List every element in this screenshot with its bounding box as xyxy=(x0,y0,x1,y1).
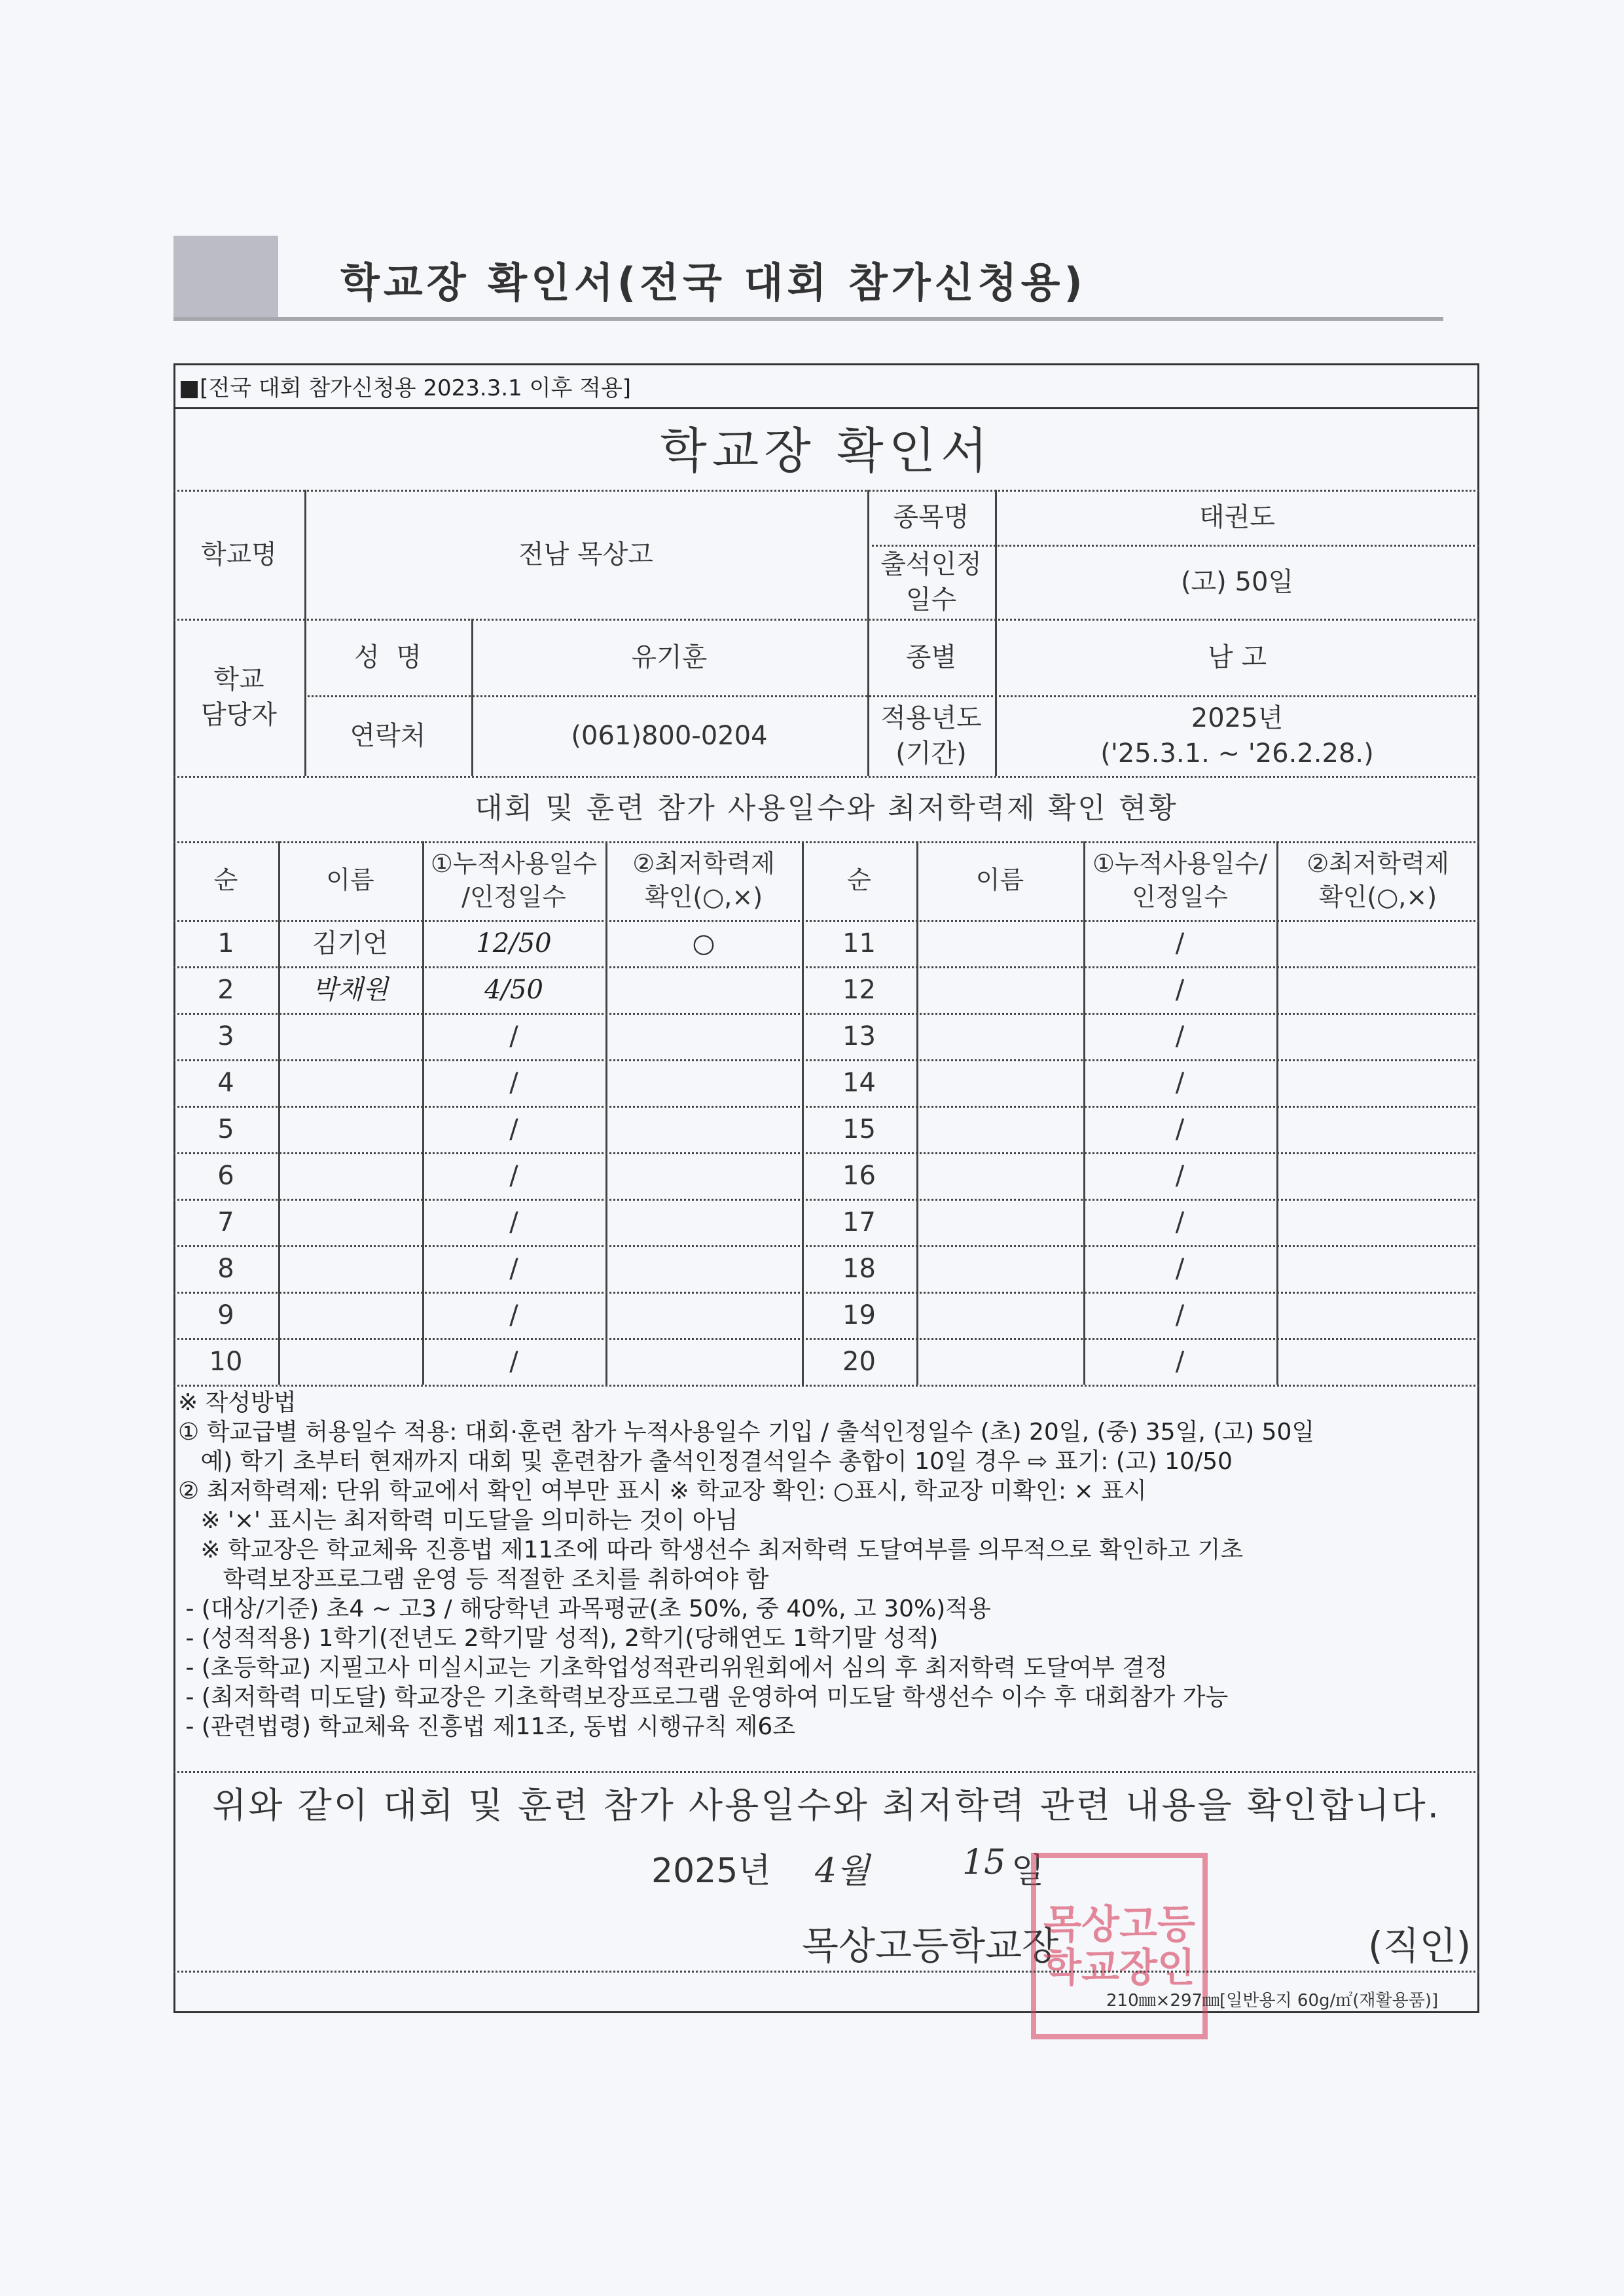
date-day-suffix: 일 xyxy=(1011,1851,1045,1891)
row-number: 10 xyxy=(209,1346,243,1377)
header-underline xyxy=(173,317,1443,321)
row-number: 5 xyxy=(217,1114,234,1144)
row-number: 19 xyxy=(842,1300,876,1330)
row-number: 8 xyxy=(217,1253,234,1284)
date-month: 4월 xyxy=(815,1851,870,1891)
academic-check xyxy=(605,966,802,1013)
contact-label: 연락처 xyxy=(350,720,426,751)
used-days: / xyxy=(509,1021,518,1051)
academic-check xyxy=(605,1199,802,1245)
year-value-cell xyxy=(995,695,1479,776)
header-days-right: ①누적사용일수/ 인정일수 xyxy=(1092,848,1268,911)
used-days: / xyxy=(1175,974,1185,1005)
form-title: 학교장 확인서 xyxy=(660,423,993,479)
header-title: 학교장 확인서(전국 대회 참가신청용) xyxy=(340,259,1087,306)
school-name-label: 학교명 xyxy=(201,539,277,570)
header-days: ①누적사용일수 /인정일수 xyxy=(430,848,598,911)
staff-label: 학교 담당자 xyxy=(201,665,277,730)
staff-name-label: 성 명 xyxy=(354,642,422,672)
athlete-name xyxy=(278,1292,422,1338)
academic-check: ○ xyxy=(692,928,715,958)
attendance-value: (고) 50일 xyxy=(1180,566,1294,597)
used-days: / xyxy=(1175,928,1185,958)
row-number: 11 xyxy=(842,928,876,958)
category-label: 종별 xyxy=(905,642,957,672)
header-no-right: 순 xyxy=(847,866,871,895)
row-number: 20 xyxy=(842,1346,876,1377)
used-days: / xyxy=(509,1160,518,1191)
used-days: / xyxy=(1175,1021,1185,1051)
row-number: 16 xyxy=(842,1160,876,1191)
divider xyxy=(173,1771,1479,1773)
divider xyxy=(173,1385,1479,1387)
guide-line: ① 학교급별 허용일수 적용: 대회·훈련 참가 누적사용일수 기입 / 출석인정일수 (초) 20일, (중) 35일, (고) 50일 xyxy=(178,1419,1315,1446)
divider xyxy=(1276,841,1278,1385)
document-header xyxy=(173,236,1443,321)
athlete-name xyxy=(278,1013,422,1059)
guide-line: ※ 학교장은 학교체육 진흥법 제11조에 따라 학생선수 최저학력 도달여부를 의무적으로 확인하고 기초 xyxy=(178,1537,1244,1563)
athlete-name xyxy=(278,1338,422,1385)
used-days: / xyxy=(509,1067,518,1098)
guide-line: ※ '×' 표시는 최저학력 미도달을 의미하는 것이 아님 xyxy=(178,1507,738,1534)
academic-check xyxy=(605,1106,802,1152)
row-number: 1 xyxy=(217,928,234,958)
athlete-name xyxy=(278,1059,422,1106)
header-check: ②최저학력제 확인(○,×) xyxy=(632,848,775,911)
row-number: 17 xyxy=(842,1207,876,1237)
sport-label: 종목명 xyxy=(893,502,969,532)
status-title: 대회 및 훈련 참가 사용일수와 최저학력제 확인 현황 xyxy=(475,792,1178,826)
contact-value: (061)800-0204 xyxy=(571,720,768,751)
used-days: / xyxy=(1175,1253,1185,1284)
used-days: / xyxy=(1175,1114,1185,1144)
academic-check xyxy=(605,1059,802,1106)
header-check-right: ②최저학력제 확인(○,×) xyxy=(1307,848,1449,911)
header-name: 이름 xyxy=(326,866,374,895)
sport-value: 태권도 xyxy=(1199,502,1275,532)
used-days: 4/50 xyxy=(484,974,543,1005)
row-number: 7 xyxy=(217,1207,234,1237)
used-days: / xyxy=(1175,1207,1185,1237)
used-days: / xyxy=(1175,1067,1185,1098)
guide-line: - (초등학교) 지필고사 미실시교는 기초학업성적관리위원회에서 심의 후 최저학력 도달여부 결정 xyxy=(178,1654,1168,1681)
used-days: 12/50 xyxy=(476,928,552,958)
guide-line: ② 최저학력제: 단위 학교에서 확인 여부만 표시 ※ 학교장 확인: ○표시, 학교장 미확인: × 표시 xyxy=(178,1478,1147,1504)
guide-line: - (최저학력 미도달) 학교장은 기초학력보장프로그램 운영하여 미도달 학생선수 이수 후 대회참가 가능 xyxy=(178,1684,1229,1711)
used-days: / xyxy=(1175,1346,1185,1377)
date-day: 15 xyxy=(962,1843,1006,1882)
principal-name: 목상고등학교장 xyxy=(802,1923,1059,1968)
year-value: 2025년 xyxy=(1191,702,1284,733)
row-number: 2 xyxy=(217,974,234,1005)
athlete-name: 김기언 xyxy=(312,928,388,958)
guide-line: - (관련법령) 학교체육 진흥법 제11조, 동법 시행규칙 제6조 xyxy=(178,1713,796,1740)
guide-line: - (성적적용) 1학기(전년도 2학기말 성적), 2학기(당해연도 1학기말 성적) xyxy=(178,1625,939,1652)
used-days: / xyxy=(1175,1160,1185,1191)
row-number: 13 xyxy=(842,1021,876,1051)
divider xyxy=(173,1971,1479,1973)
academic-check xyxy=(605,1013,802,1059)
guide-line: 예) 학기 초부터 현재까지 대회 및 훈련참가 출석인정결석일수 총합이 10일 경우 ⇨ 표기: (고) 10/50 xyxy=(178,1448,1233,1475)
academic-check xyxy=(605,1292,802,1338)
used-days: / xyxy=(509,1346,518,1377)
divider xyxy=(916,841,918,1385)
row-number: 4 xyxy=(217,1067,234,1098)
attendance-label: 출석인정 일수 xyxy=(880,549,982,615)
header-no: 순 xyxy=(213,866,238,895)
row-number: 3 xyxy=(217,1021,234,1051)
school-name-value: 전남 목상고 xyxy=(518,539,653,570)
athlete-name xyxy=(278,1152,422,1199)
guide-line: 학력보장프로그램 운영 등 적절한 조치를 취하여야 함 xyxy=(178,1566,769,1593)
guide-line: - (대상/기준) 초4 ~ 고3 / 해당학년 과목평균(초 50%, 중 40%, 고 30%)적용 xyxy=(178,1595,991,1622)
athlete-name: 박채원 xyxy=(312,974,388,1005)
academic-check xyxy=(605,1152,802,1199)
used-days: / xyxy=(1175,1300,1185,1330)
period-value: ('25.3.1. ~ '26.2.28.) xyxy=(1100,738,1374,769)
apply-note: ■[전국 대회 참가신청용 2023.3.1 이후 적용] xyxy=(173,363,1479,409)
staff-name-value: 유기훈 xyxy=(631,642,708,672)
academic-check xyxy=(605,1245,802,1292)
used-days: / xyxy=(509,1300,518,1330)
confirmation-statement: 위와 같이 대회 및 훈련 참가 사용일수와 최저학력 관련 내용을 확인합니다. xyxy=(212,1785,1441,1826)
guide-heading: ※ 작성방법 xyxy=(178,1389,297,1416)
year-label: 적용년도 (기간) xyxy=(880,702,982,769)
athlete-name xyxy=(278,1199,422,1245)
date-year: 2025년 xyxy=(651,1851,771,1891)
academic-check xyxy=(605,1338,802,1385)
row-number: 9 xyxy=(217,1300,234,1330)
used-days: / xyxy=(509,1253,518,1284)
used-days: / xyxy=(509,1207,518,1237)
athlete-name xyxy=(278,1106,422,1152)
official-seal-stamp: 목상고등 학교장인 xyxy=(1031,1853,1208,2039)
header-name-right: 이름 xyxy=(975,866,1024,895)
row-number: 14 xyxy=(842,1067,876,1098)
header-gray-block xyxy=(173,236,278,321)
row-number: 15 xyxy=(842,1114,876,1144)
writing-guide xyxy=(178,1388,1481,1741)
row-number: 12 xyxy=(842,974,876,1005)
row-number: 18 xyxy=(842,1253,876,1284)
seal-label: (직인) xyxy=(1368,1923,1471,1968)
category-value: 남 고 xyxy=(1208,642,1267,672)
athlete-name xyxy=(278,1245,422,1292)
row-number: 6 xyxy=(217,1160,234,1191)
paper-spec: 210㎜×297㎜[일반용지 60g/㎡(재활용품)] xyxy=(1106,1991,1439,2011)
used-days: / xyxy=(509,1114,518,1144)
